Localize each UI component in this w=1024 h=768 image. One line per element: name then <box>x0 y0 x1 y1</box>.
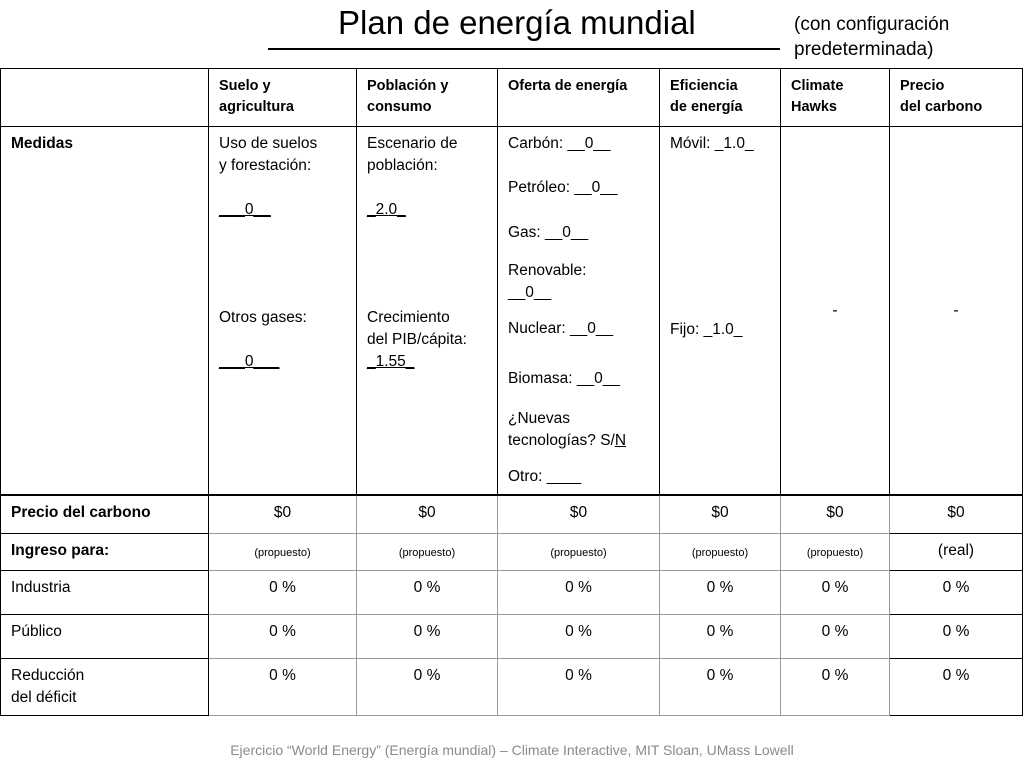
spacer <box>219 329 346 351</box>
spacer <box>367 221 487 285</box>
carbon-price-population: $0 <box>357 495 498 533</box>
land-use-value: ___0__ <box>219 201 271 218</box>
revenue-label: Ingreso para: <box>1 533 209 570</box>
row-value: 0 % <box>357 658 498 715</box>
row-value: 0 % <box>209 658 357 715</box>
row-label-reduccion-l2: del déficit <box>11 688 77 706</box>
col-header-hawks-l1: Climate <box>791 78 844 94</box>
row-value: 0 % <box>781 570 890 614</box>
col-header-carbon-l2: del carbono <box>900 99 983 115</box>
row-value: 0 % <box>498 658 660 715</box>
col-header-hawks <box>781 69 890 127</box>
row-value: 0 % <box>357 570 498 614</box>
spacer <box>367 177 487 199</box>
revenue-carbon: (real) <box>890 533 1023 570</box>
table-row <box>1 658 1023 715</box>
col-header-land-l2: agricultura <box>219 99 294 115</box>
table-row <box>1 570 1023 614</box>
fixed-efficiency-value: Fijo: _1.0_ <box>670 321 743 338</box>
land-use-label-2: y forestación: <box>219 157 312 174</box>
row-value: 0 % <box>890 614 1023 658</box>
carbon-price-label: Precio del carbono <box>1 495 209 533</box>
col-header-population-l1: Población y <box>367 78 449 94</box>
land-use-label-1: Uso de suelos <box>219 135 318 152</box>
col-header-land-l1: Suelo y <box>219 78 271 94</box>
row-value: 0 % <box>209 614 357 658</box>
row-value: 0 % <box>498 614 660 658</box>
col-header-efficiency-l1: Eficiencia <box>670 78 738 94</box>
col-header-population <box>357 69 498 127</box>
medidas-hawks-cell: - <box>781 127 890 496</box>
row-value: 0 % <box>890 570 1023 614</box>
renewable-label: Renovable: <box>508 262 587 279</box>
col-header-supply-l1: Oferta de energía <box>508 78 628 94</box>
row-value: 0 % <box>660 614 781 658</box>
renewable-value: __0__ <box>508 284 552 301</box>
col-header-supply <box>498 69 660 127</box>
population-scenario-label-1: Escenario de <box>367 135 458 152</box>
revenue-efficiency: (propuesto) <box>660 533 781 570</box>
spacer <box>219 285 346 307</box>
row-value: 0 % <box>209 570 357 614</box>
row-label-industria: Industria <box>1 570 209 614</box>
row-value: 0 % <box>660 658 781 715</box>
header-row <box>1 69 1023 127</box>
new-tech-label-2 <box>508 430 649 452</box>
header-empty-cell <box>1 69 209 127</box>
row-value: 0 % <box>660 570 781 614</box>
col-header-efficiency <box>660 69 781 127</box>
revenue-supply: (propuesto) <box>498 533 660 570</box>
subtitle-line-1: (con configuración <box>794 14 950 35</box>
carbon-price-supply: $0 <box>498 495 660 533</box>
new-tech-choice: N <box>614 432 627 449</box>
other-value: Otro: ____ <box>508 468 582 485</box>
revenue-hawks: (propuesto) <box>781 533 890 570</box>
biomass-value: Biomasa: __0__ <box>508 370 621 387</box>
carbon-price-hawks: $0 <box>781 495 890 533</box>
medidas-label: Medidas <box>1 127 209 496</box>
medidas-supply-cell <box>498 127 660 496</box>
spacer <box>219 221 346 285</box>
new-tech-label-1: ¿Nuevas <box>508 410 571 427</box>
oil-value: Petróleo: __0__ <box>508 179 618 196</box>
population-scenario-value: _2.0_ <box>367 201 406 218</box>
gas-value: Gas: __0__ <box>508 224 589 241</box>
coal-value: Carbón: __0__ <box>508 135 611 152</box>
col-header-population-l2: consumo <box>367 99 432 115</box>
title-underline <box>268 48 780 50</box>
row-label-publico: Público <box>1 614 209 658</box>
table-row <box>1 614 1023 658</box>
spacer <box>219 177 346 199</box>
row-value: 0 % <box>781 614 890 658</box>
carbon-price-row <box>1 495 1023 533</box>
row-value: 0 % <box>781 658 890 715</box>
row-value: 0 % <box>890 658 1023 715</box>
carbon-price-carbon: $0 <box>890 495 1023 533</box>
gdp-growth-value: _1.55_ <box>367 353 415 370</box>
col-header-efficiency-l2: de energía <box>670 99 743 115</box>
mobile-efficiency-value: Móvil: _1.0_ <box>670 135 754 152</box>
other-gases-value: ___0___ <box>219 353 280 370</box>
spacer <box>367 285 487 307</box>
subtitle-line-2: predeterminada) <box>794 39 934 60</box>
population-scenario-label-2: población: <box>367 157 438 174</box>
page-title: Plan de energía mundial <box>338 4 696 41</box>
medidas-row <box>1 127 1023 496</box>
spacer <box>670 155 770 319</box>
revenue-row <box>1 533 1023 570</box>
medidas-population-cell <box>357 127 498 496</box>
carbon-price-land: $0 <box>209 495 357 533</box>
new-tech-prefix: tecnologías? S/ <box>508 432 615 449</box>
row-value: 0 % <box>498 570 660 614</box>
col-header-carbon-l1: Precio <box>900 78 945 94</box>
gdp-growth-label-2: del PIB/cápita: <box>367 331 467 348</box>
medidas-efficiency-cell <box>660 127 781 496</box>
col-header-carbon <box>890 69 1023 127</box>
energy-plan-table <box>0 68 1023 716</box>
medidas-carbon-cell: - <box>890 127 1023 496</box>
revenue-population: (propuesto) <box>357 533 498 570</box>
nuclear-value: Nuclear: __0__ <box>508 320 614 337</box>
row-label-reduccion <box>1 658 209 715</box>
col-header-hawks-l2: Hawks <box>791 99 837 115</box>
gdp-growth-label-1: Crecimiento <box>367 309 450 326</box>
row-label-reduccion-l1: Reducción <box>11 666 85 684</box>
other-gases-label: Otros gases: <box>219 309 307 326</box>
carbon-price-efficiency: $0 <box>660 495 781 533</box>
page-subtitle <box>794 12 949 62</box>
medidas-land-cell <box>209 127 357 496</box>
revenue-land: (propuesto) <box>209 533 357 570</box>
row-value: 0 % <box>357 614 498 658</box>
footer-credit: Ejercicio “World Energy” (Energía mundial) – Climate Interactive, MIT Sloan, UMass Lowell <box>230 742 794 758</box>
col-header-land <box>209 69 357 127</box>
